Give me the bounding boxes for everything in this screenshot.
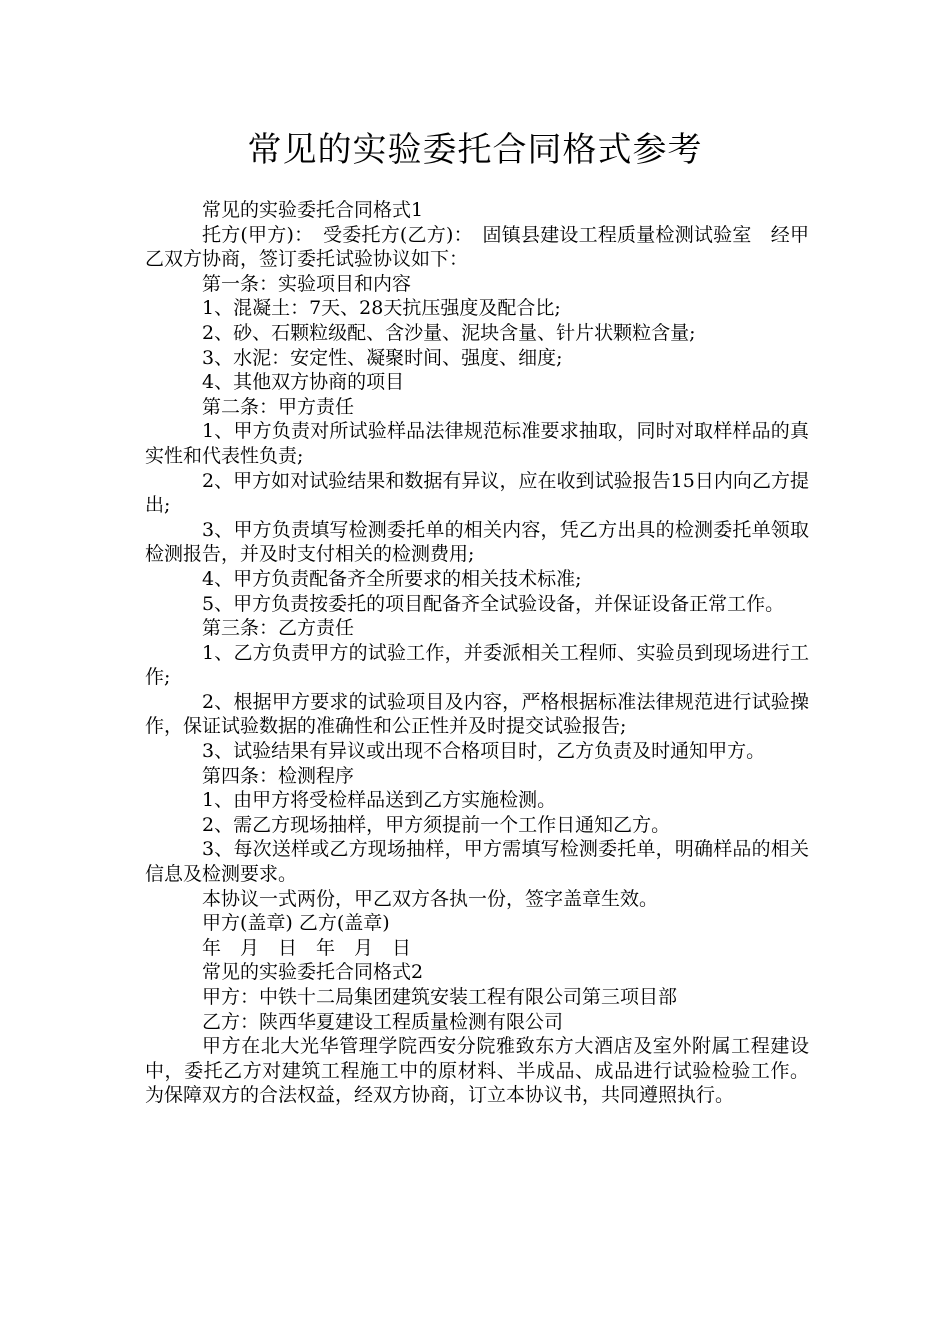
paragraph: 1、甲方负责对所试验样品法律规范标准要求抽取，同时对取样样品的真实性和代表性负责; <box>145 420 809 467</box>
paragraph: 本协议一式两份，甲乙双方各执一份，签字盖章生效。 <box>202 887 659 910</box>
paragraph: 4、甲方负责配备齐全所要求的相关技术标准; <box>202 567 582 590</box>
paragraph: 1、混凝土：7天、28天抗压强度及配合比; <box>202 297 561 320</box>
document-title: 常见的实验委托合同格式参考 <box>247 130 703 170</box>
paragraph: 第二条：甲方责任 <box>202 395 355 418</box>
paragraph: 2、根据甲方要求的试验项目及内容，严格根据标准法律规范进行试验操作，保证试验数据的准确性和公正性并及时提交试验报告; <box>145 690 809 738</box>
paragraph: 第四条：检测程序 <box>202 764 355 787</box>
paragraph: 乙方：陕西华夏建设工程质量检测有限公司 <box>202 1010 564 1033</box>
paragraph: 1、乙方负责甲方的试验工作，并委派相关工程师、实验员到现场进行工作; <box>145 641 809 689</box>
paragraph: 3、每次送样或乙方现场抽样，甲方需填写检测委托单，明确样品的相关信息及检测要求。 <box>145 838 809 886</box>
document-body <box>145 198 809 1108</box>
paragraph: 甲方(盖章) 乙方(盖章) <box>202 912 390 935</box>
paragraph: 甲方在北大光华管理学院西安分院雅致东方大酒店及室外附属工程建设中，委托乙方对建筑工程施工中的原材料、半成品、成品进行试验检验工作。为保障双方的合法权益，经双方协商，订立本协议书，共同遵照执行。 <box>145 1035 809 1107</box>
paragraph: 第三条：乙方责任 <box>202 617 355 640</box>
paragraph: 4、其他双方协商的项目 <box>202 371 405 394</box>
paragraph: 常见的实验委托合同格式1 <box>202 199 424 221</box>
paragraph: 5、甲方负责按委托的项目配备齐全试验设备，并保证设备正常工作。 <box>202 592 785 615</box>
paragraph: 2、甲方如对试验结果和数据有异议，应在收到试验报告15日内向乙方提出; <box>145 469 809 517</box>
paragraph: 2、需乙方现场抽样，甲方须提前一个工作日通知乙方。 <box>202 813 671 836</box>
paragraph: 年 月 日 年 月 日 <box>202 936 412 959</box>
paragraph: 2、砂、石颗粒级配、含沙量、泥块含量、针片状颗粒含量; <box>202 321 696 344</box>
paragraph: 3、水泥：安定性、凝聚时间、强度、细度; <box>202 346 563 369</box>
paragraph: 常见的实验委托合同格式2 <box>202 961 424 984</box>
paragraph: 3、试验结果有异议或出现不合格项目时，乙方负责及时通知甲方。 <box>202 740 766 763</box>
paragraph: 第一条：实验项目和内容 <box>202 272 412 295</box>
paragraph: 托方(甲方)： 受委托方(乙方)： 固镇县建设工程质量检测试验室 经甲乙双方协商，签订委托试验协议如下： <box>145 223 809 271</box>
paragraph: 3、甲方负责填写检测委托单的相关内容，凭乙方出具的检测委托单领取检测报告，并及时支付相关的检测费用; <box>145 518 809 566</box>
paragraph: 1、由甲方将受检样品送到乙方实施检测。 <box>202 789 557 812</box>
paragraph: 甲方：中铁十二局集团建筑安装工程有限公司第三项目部 <box>202 986 678 1008</box>
